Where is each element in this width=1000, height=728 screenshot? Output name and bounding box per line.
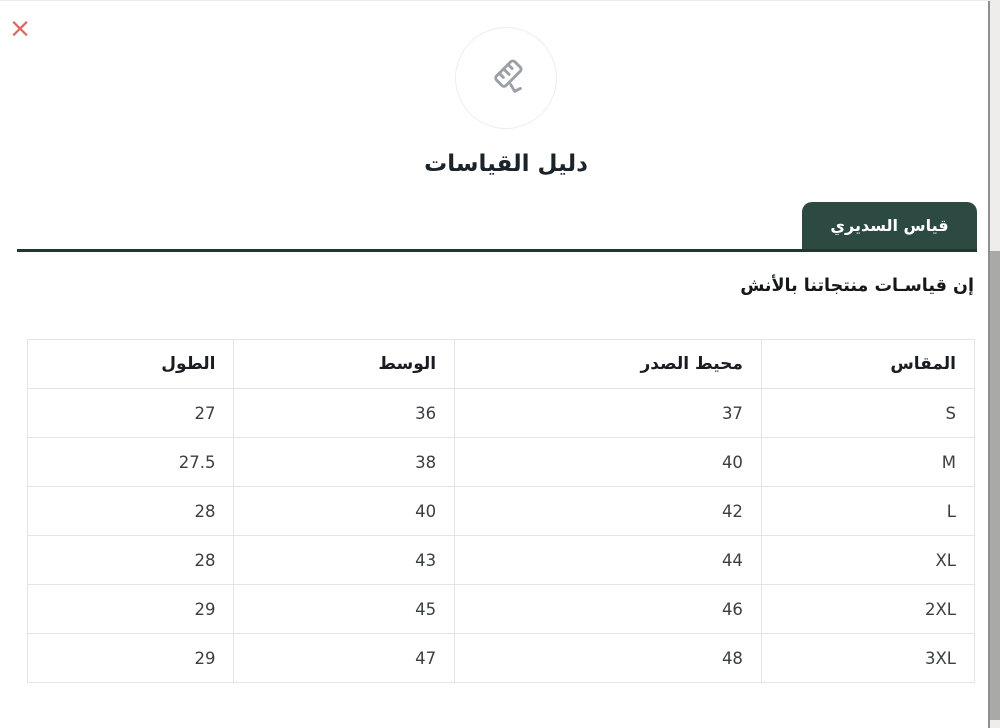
header-length: الطول: [28, 340, 234, 389]
cell-chest: 44: [455, 536, 762, 585]
table-row: [28, 389, 975, 438]
cell-size: M: [761, 438, 974, 487]
cell-size: L: [761, 487, 974, 536]
table-header-row: [28, 340, 975, 389]
tab-vest-size[interactable]: قياس السديري: [802, 202, 977, 249]
cell-chest: 42: [455, 487, 762, 536]
header-size: المقاس: [761, 340, 974, 389]
cell-waist: 45: [234, 585, 455, 634]
cell-length: 29: [28, 634, 234, 683]
table-row: [28, 438, 975, 487]
cell-waist: 40: [234, 487, 455, 536]
tab-bar: [17, 202, 977, 252]
cell-waist: 43: [234, 536, 455, 585]
cell-chest: 46: [455, 585, 762, 634]
cell-waist: 38: [234, 438, 455, 487]
scrollbar-thumb[interactable]: [990, 251, 1000, 720]
table-row: [28, 487, 975, 536]
ruler-pencil-icon: [483, 53, 529, 103]
cell-waist: 36: [234, 389, 455, 438]
cell-length: 27: [28, 389, 234, 438]
cell-size: 2XL: [761, 585, 974, 634]
size-table: [27, 339, 975, 683]
cell-size: S: [761, 389, 974, 438]
header-waist: الوسط: [234, 340, 455, 389]
table-row: [28, 585, 975, 634]
units-note: إن قياسـات منتجاتنا بالأنش: [740, 276, 974, 296]
table-row: [28, 634, 975, 683]
cell-chest: 40: [455, 438, 762, 487]
cell-length: 28: [28, 487, 234, 536]
modal-content: [12, 27, 1000, 683]
cell-chest: 48: [455, 634, 762, 683]
page-title: دليل القياسات: [424, 151, 588, 177]
cell-length: 28: [28, 536, 234, 585]
size-table-container: [27, 339, 975, 683]
cell-chest: 37: [455, 389, 762, 438]
header-chest: محيط الصدر: [455, 340, 762, 389]
close-button[interactable]: ×: [6, 15, 34, 43]
cell-waist: 47: [234, 634, 455, 683]
cell-length: 29: [28, 585, 234, 634]
cell-length: 27.5: [28, 438, 234, 487]
cell-size: 3XL: [761, 634, 974, 683]
table-row: [28, 536, 975, 585]
measurement-icon-circle: [455, 27, 557, 129]
vertical-scrollbar[interactable]: [988, 1, 1000, 728]
cell-size: XL: [761, 536, 974, 585]
